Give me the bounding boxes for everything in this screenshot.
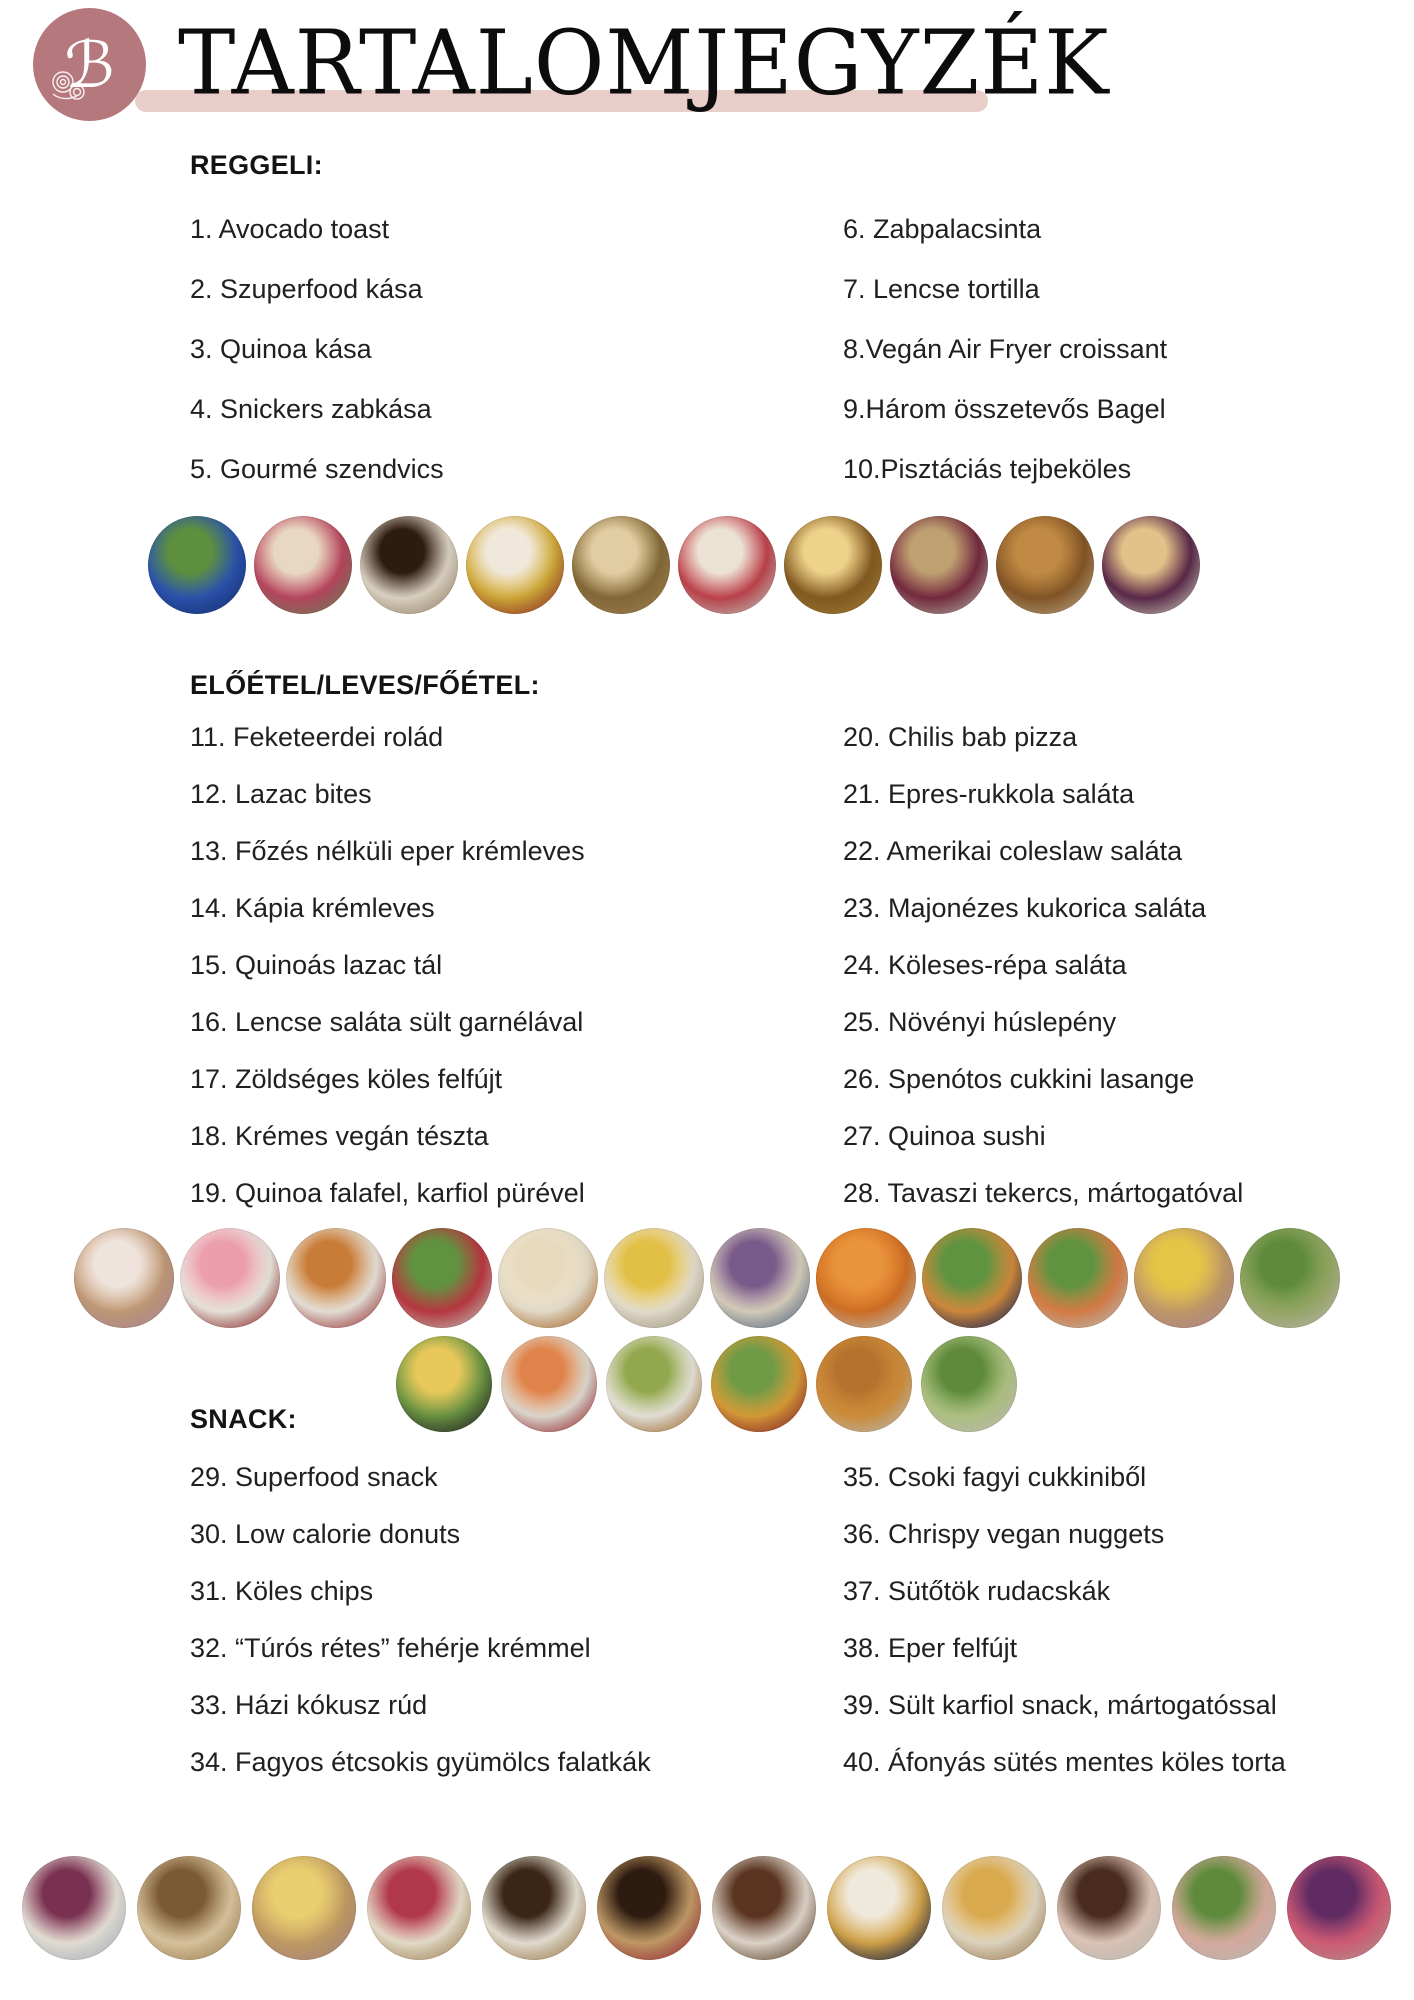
toc-item: 19. Quinoa falafel, karfiol pürével: [190, 1178, 585, 1208]
food-photo: [827, 1856, 931, 1960]
food-photo: [678, 516, 776, 614]
toc-item: 31. Köles chips: [190, 1576, 374, 1606]
toc-item: 12. Lazac bites: [190, 779, 372, 809]
toc-item: 27. Quinoa sushi: [843, 1121, 1046, 1151]
food-photo: [1057, 1856, 1161, 1960]
toc-item: 34. Fagyos étcsokis gyümölcs falatkák: [190, 1747, 651, 1777]
toc-item: 24. Köleses-répa saláta: [843, 950, 1127, 980]
food-photo: [710, 1228, 810, 1328]
toc-item: 40. Áfonyás sütés mentes köles torta: [843, 1747, 1286, 1777]
food-photo: [482, 1856, 586, 1960]
section-heading-foetel: ELŐÉTEL/LEVES/FŐÉTEL:: [190, 670, 540, 700]
toc-list-foetel-right: [843, 721, 1403, 1234]
food-photo: [1240, 1228, 1340, 1328]
food-photo: [606, 1336, 702, 1432]
toc-item: 29. Superfood snack: [190, 1462, 438, 1492]
food-photo: [784, 516, 882, 614]
food-photo: [1134, 1228, 1234, 1328]
food-photo: [501, 1336, 597, 1432]
food-photo: [597, 1856, 701, 1960]
food-photo: [286, 1228, 386, 1328]
food-photo: [572, 516, 670, 614]
food-photo: [360, 516, 458, 614]
toc-item: 36. Chrispy vegan nuggets: [843, 1519, 1165, 1549]
toc-item: 33. Házi kókusz rúd: [190, 1690, 428, 1720]
brand-logo: [33, 8, 146, 121]
rose-icon: [47, 60, 91, 104]
food-photo: [942, 1856, 1046, 1960]
food-photo: [1287, 1856, 1391, 1960]
toc-list-reggeli-left: [190, 213, 750, 513]
photo-row-breakfast: [148, 516, 1200, 614]
photo-row-mains-top: [74, 1228, 1340, 1328]
toc-item: 9.Három összetevős Bagel: [843, 394, 1166, 424]
toc-item: 7. Lencse tortilla: [843, 274, 1040, 304]
toc-item: 30. Low calorie donuts: [190, 1519, 461, 1549]
toc-item: 6. Zabpalacsinta: [843, 214, 1042, 244]
food-photo: [396, 1336, 492, 1432]
food-photo: [254, 516, 352, 614]
food-photo: [711, 1336, 807, 1432]
food-photo: [1172, 1856, 1276, 1960]
food-photo: [816, 1228, 916, 1328]
photo-row-snacks: [22, 1856, 1391, 1960]
section-heading-reggeli: REGGELI:: [190, 150, 323, 180]
food-photo: [392, 1228, 492, 1328]
toc-item: 16. Lencse saláta sült garnélával: [190, 1007, 584, 1037]
toc-item: 15. Quinoás lazac tál: [190, 950, 443, 980]
food-photo: [180, 1228, 280, 1328]
food-photo: [22, 1856, 126, 1960]
toc-list-reggeli-right: [843, 213, 1403, 513]
toc-item: 20. Chilis bab pizza: [843, 722, 1078, 752]
food-photo: [148, 516, 246, 614]
toc-item: 13. Főzés nélküli eper krémleves: [190, 836, 585, 866]
toc-item: 5. Gourmé szendvics: [190, 454, 444, 484]
toc-item: 3. Quinoa kása: [190, 334, 372, 364]
food-photo: [712, 1856, 816, 1960]
section-heading-snack: SNACK:: [190, 1404, 297, 1434]
food-photo: [922, 1228, 1022, 1328]
toc-item: 38. Eper felfújt: [843, 1633, 1018, 1663]
toc-list-snack-left: [190, 1461, 750, 1803]
page-title: TARTALOMJEGYZÉK: [178, 12, 1110, 115]
toc-item: 35. Csoki fagyi cukkiniből: [843, 1462, 1147, 1492]
photo-row-mains-bottom: [396, 1336, 1017, 1432]
toc-item: 37. Sütőtök rudacskák: [843, 1576, 1111, 1606]
food-photo: [74, 1228, 174, 1328]
food-photo: [1102, 516, 1200, 614]
toc-item: 2. Szuperfood kása: [190, 274, 423, 304]
food-photo: [604, 1228, 704, 1328]
food-photo: [367, 1856, 471, 1960]
toc-item: 28. Tavaszi tekercs, mártogatóval: [843, 1178, 1244, 1208]
toc-item: 26. Spenótos cukkini lasange: [843, 1064, 1195, 1094]
food-photo: [252, 1856, 356, 1960]
toc-item: 1. Avocado toast: [190, 214, 390, 244]
logo-monogram-b: ℬ: [64, 28, 115, 103]
toc-item: 8.Vegán Air Fryer croissant: [843, 334, 1168, 364]
toc-item: 18. Krémes vegán tészta: [190, 1121, 489, 1151]
toc-item: 25. Növényi húslepény: [843, 1007, 1117, 1037]
food-photo: [1028, 1228, 1128, 1328]
food-photo: [137, 1856, 241, 1960]
toc-item: 14. Kápia krémleves: [190, 893, 435, 923]
toc-item: 23. Majonézes kukorica saláta: [843, 893, 1207, 923]
toc-item: 11. Feketeerdei rolád: [190, 722, 444, 752]
toc-item: 10.Pisztáciás tejbeköles: [843, 454, 1132, 484]
toc-item: 21. Epres-rukkola saláta: [843, 779, 1135, 809]
food-photo: [890, 516, 988, 614]
food-photo: [498, 1228, 598, 1328]
food-photo: [816, 1336, 912, 1432]
toc-item: 32. “Túrós rétes” fehérje krémmel: [190, 1633, 591, 1663]
food-photo: [466, 516, 564, 614]
food-photo: [921, 1336, 1017, 1432]
toc-list-foetel-left: [190, 721, 750, 1234]
toc-item: 17. Zöldséges köles felfújt: [190, 1064, 503, 1094]
toc-item: 4. Snickers zabkása: [190, 394, 432, 424]
toc-list-snack-right: [843, 1461, 1403, 1803]
food-photo: [996, 516, 1094, 614]
toc-item: 39. Sült karfiol snack, mártogatóssal: [843, 1690, 1277, 1720]
toc-item: 22. Amerikai coleslaw saláta: [843, 836, 1183, 866]
